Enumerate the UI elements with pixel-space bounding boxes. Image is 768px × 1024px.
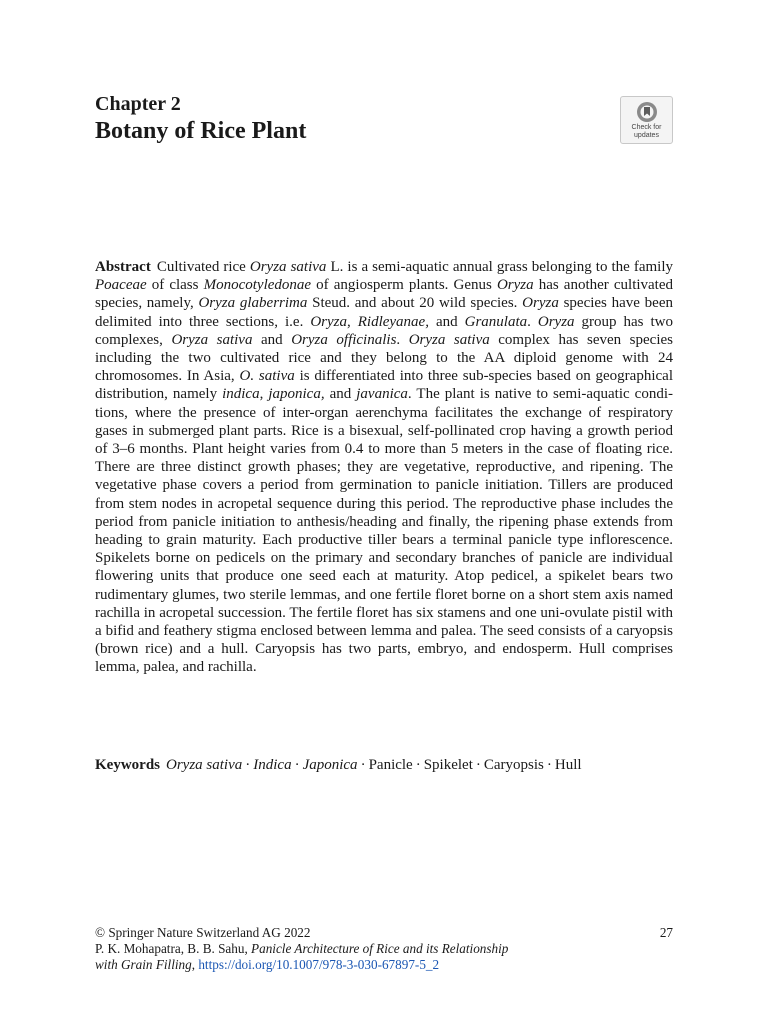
keyword-item: Panicle <box>368 757 413 773</box>
abstract-italic-term: Ridleyanae, <box>357 313 429 330</box>
copyright-line: © Springer Nature Switzerland AG 2022 <box>95 925 311 940</box>
keyword-separator: · <box>546 757 552 773</box>
keywords <box>95 756 673 774</box>
doi-link[interactable]: https://doi.org/10.1007/978-3-030-67897-5_2 <box>198 957 440 972</box>
abstract-text: and <box>324 386 357 403</box>
abstract-italic-term: indica <box>222 386 260 403</box>
footer <box>95 925 673 973</box>
abstract-italic-term: Granulata <box>464 313 528 330</box>
abstract-italic-term: Monocotyledonae <box>203 277 312 294</box>
abstract-italic-term: Oryza sativa <box>408 331 490 348</box>
crossmark-bookmark-icon <box>636 101 658 123</box>
crossmark-label-line1: Check for <box>631 124 662 131</box>
abstract-text: Steud. and about 20 wild species. <box>307 295 523 312</box>
keyword-item: Japonica <box>302 757 358 773</box>
citation-comma: , <box>191 957 199 972</box>
keyword-item: Hull <box>554 757 582 773</box>
citation-authors: P. K. Mohapatra, B. B. Sahu, <box>95 941 252 956</box>
keywords-label: Keywords <box>95 757 160 773</box>
abstract-text: , <box>259 386 269 403</box>
book-title-part2: with Grain Filling <box>95 957 192 972</box>
abstract-italic-term: Oryza sativa <box>171 331 253 348</box>
chapter-title: Botany of Rice Plant <box>95 118 307 144</box>
keyword-item: Caryopsis <box>483 757 544 773</box>
abstract <box>95 258 673 677</box>
abstract-italic-term: javanica <box>356 386 408 403</box>
keyword-separator: · <box>360 757 366 773</box>
abstract-text: L. is a semi-aquatic annual grass belonging to the family <box>326 259 674 275</box>
citation-line-1 <box>95 941 673 957</box>
abstract-text: group has two complexes, <box>95 313 674 348</box>
page-number: 27 <box>659 925 673 940</box>
abstract-text: and <box>428 313 465 330</box>
abstract-text: of angiosperm plants. Genus <box>311 277 497 294</box>
citation-line-2 <box>95 957 673 973</box>
abstract-text: of class <box>146 277 204 294</box>
keyword-separator: · <box>294 757 300 773</box>
abstract-text: and <box>252 331 292 348</box>
abstract-italic-term: Oryza glaberrima <box>198 295 308 312</box>
check-for-updates-badge[interactable] <box>620 96 673 144</box>
abstract-text: . <box>527 313 538 330</box>
abstract-text: . <box>396 331 409 348</box>
abstract-paragraph <box>95 258 673 677</box>
abstract-italic-term: Oryza sativa <box>249 259 327 275</box>
abstract-italic-term: Oryza <box>537 313 575 330</box>
abstract-italic-term: Oryza <box>310 313 347 330</box>
keyword-item: Indica <box>253 757 292 773</box>
abstract-italic-term: Oryza <box>522 295 559 312</box>
keywords-list <box>166 757 582 773</box>
abstract-italic-term: O. sativa <box>239 368 295 385</box>
abstract-italic-term: Oryza officinalis <box>291 331 397 348</box>
abstract-label: Abstract <box>95 259 151 275</box>
abstract-text: Cultivated rice <box>156 259 250 275</box>
book-title-part1: Panicle Architecture of Rice and its Relationship <box>251 941 509 956</box>
keyword-item: Oryza sativa <box>166 757 243 773</box>
abstract-text: species have been delimited into three sections, i.e. <box>95 295 673 330</box>
keyword-separator: · <box>245 757 251 773</box>
abstract-italic-term: Poaceae <box>95 277 147 294</box>
keyword-separator: · <box>415 757 421 773</box>
abstract-text: , <box>346 313 358 330</box>
abstract-italic-term: Oryza <box>496 277 534 294</box>
abstract-italic-term: japonica, <box>268 386 325 403</box>
chapter-number: Chapter 2 <box>95 93 181 115</box>
abstract-text: complex has seven species including the two cultivated rice and they belong to the AA diploid genome with 24 chromosomes. In Asia, <box>95 331 673 385</box>
abstract-text: . The plant is native to semi-aquatic conditions, where the presence of inter-organ aerenchyma facilitates the exchange of respiratory gases in submerged plant parts. Rice is a bisexual, self-pollinated crop having a growth period of 3–6 months. Plant height varies from 0.4 to more than 5 meters in the case of floating rice. There are three distinct growth phases; they are vegetative, reproductive, and ripening. The vegetative phase covers a period from germination to panicle initiation. Tillers are produced from stem nodes in acropetal sequence during this period. The reproductive phase includes the period from panicle initiation to anthesis/heading and finally, the ripening phase extends from heading to grain maturity. Each productive tiller bears a terminal panicle type inflorescence. Spikelets borne on pedicels on the primary and secondary branches of panicle are individual flowering units that produce one seed each at maturity. Atop pedicel, a spikelet bears two rudimentary glumes, two sterile lemmas, and one fertile floret borne on a short stem axis named rachilla in acropetal succession. The fertile floret has six stamens and one uni-ovulate pistil with a bifid and feathery stigma enclosed between lemma and palea. The seed consists of a caryopsis (brown rice) and a hull. Caryopsis has two parts, embryo, and endosperm. Hull comprises lemma, palea, and rachilla. <box>95 386 674 676</box>
crossmark-label-line2: updates <box>634 132 659 139</box>
abstract-text: is differentiated into three sub-species based on geographical distribution, namely <box>95 368 673 403</box>
keyword-item: Spikelet <box>423 757 473 773</box>
abstract-text: has another cultivated species, namely, <box>95 277 674 312</box>
keyword-separator: · <box>475 757 481 773</box>
